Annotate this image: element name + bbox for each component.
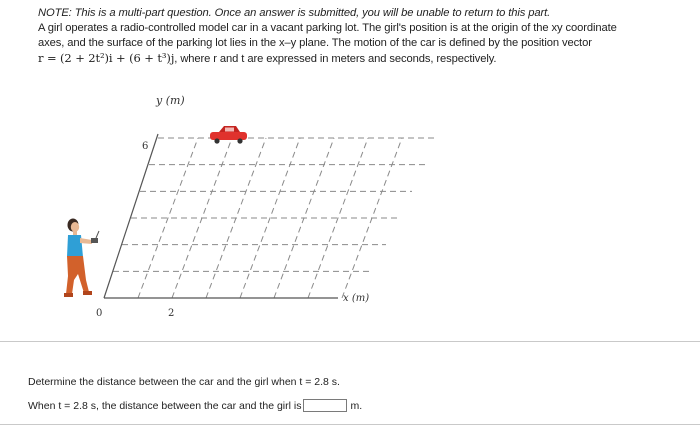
y-axis-label: y (m): [156, 94, 185, 107]
problem-line-1: A girl operates a radio-controlled model car in a vacant parking lot. The girl's position is at the origin of the xy coordinate: [38, 22, 617, 34]
distance-answer-input[interactable]: [303, 399, 347, 412]
answer-prefix: When t = 2.8 s, the distance between the car and the girl is: [28, 399, 302, 412]
position-vector-equation: r = (2 + 2t²)i + (6 + t³)j: [38, 51, 175, 65]
x-axis-label: x (m): [343, 293, 370, 304]
multipart-note: NOTE: This is a multi-part question. Once an answer is submitted, you will be unable to return to this part.: [38, 7, 551, 19]
problem-line-2: axes, and the surface of the parking lot lies in the x–y plane. The motion of the car is defined by the position vector: [38, 37, 592, 49]
question-prompt: Determine the distance between the car and the girl when t = 2.8 s.: [28, 376, 340, 388]
answer-unit: m.: [350, 399, 363, 412]
problem-statement: [38, 6, 678, 67]
separator-top: [0, 341, 700, 342]
problem-line-3: [38, 51, 678, 67]
separator-bottom: [0, 424, 700, 425]
grid-horizontal-lines: [113, 138, 438, 271]
y-axis: [104, 134, 158, 298]
parking-lot-figure: [0, 80, 700, 340]
answer-row: [28, 399, 362, 412]
x-tick-0: 0: [96, 308, 103, 319]
x-tick-2: 2: [168, 308, 175, 319]
girl-figure-icon: [64, 219, 99, 298]
y-tick-6: 6: [142, 141, 149, 152]
problem-line-3-suffix: , where r and t are expressed in meters and seconds, respectively.: [174, 53, 497, 65]
model-car-icon: [210, 126, 247, 144]
